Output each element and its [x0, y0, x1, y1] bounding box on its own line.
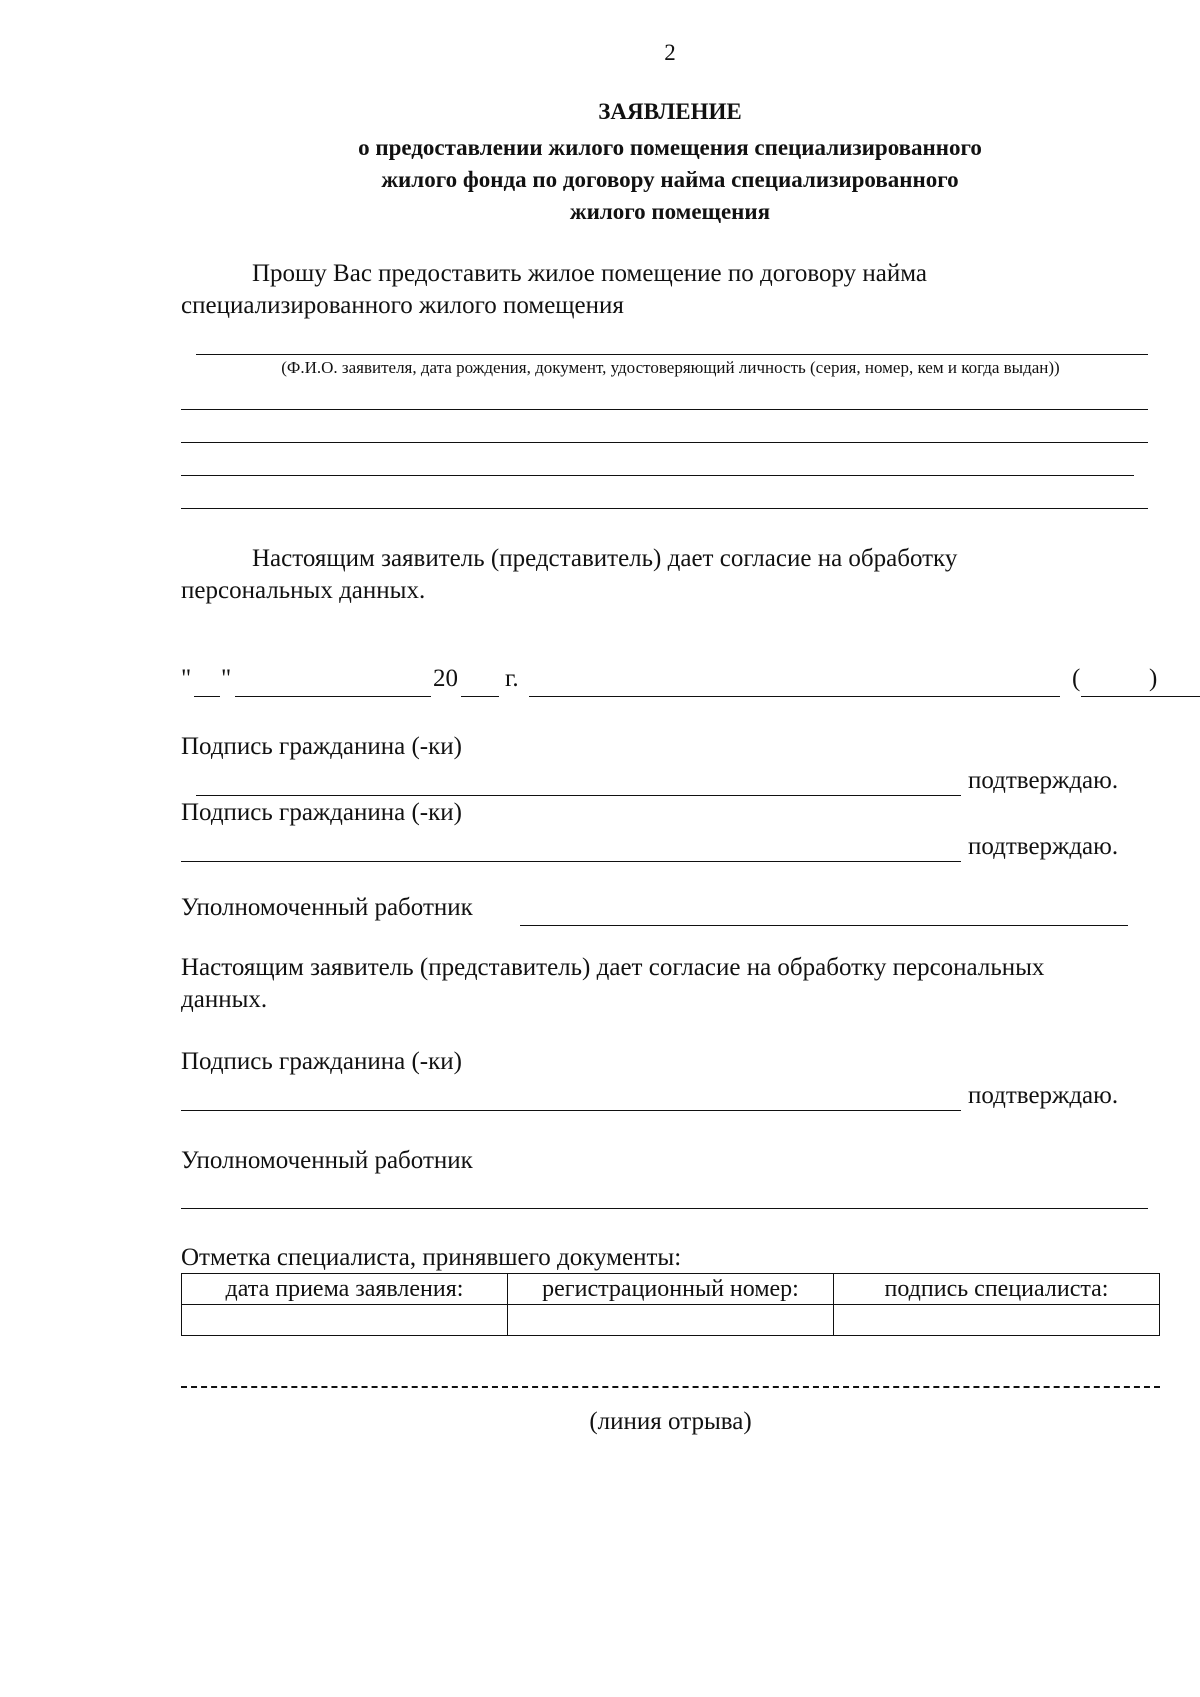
citizen-signature-label-2: Подпись гражданина (-ки) — [181, 799, 462, 826]
consent-paragraph-2 — [181, 952, 1160, 1016]
form-subtitle-line2: жилого фонда по договору найма специализированного — [381, 167, 959, 192]
form-subtitle-line1: о предоставлении жилого помещения специализированного — [358, 135, 982, 160]
form-subtitle-line3: жилого помещения — [569, 199, 771, 224]
request-line1: Прошу Вас предоставить жилое помещение по договору найма — [252, 260, 928, 287]
applicant-info-line-4[interactable] — [181, 475, 1134, 476]
registration-table — [181, 1273, 1160, 1336]
specialist-mark-label: Отметка специалиста, принявшего документы: — [181, 1244, 682, 1271]
col-registration-number: регистрационный номер: — [508, 1274, 834, 1305]
year-field[interactable] — [461, 696, 499, 697]
page-number: 2 — [664, 40, 676, 65]
citizen-signature-line-1[interactable] — [196, 795, 961, 796]
cell-receipt-date[interactable] — [182, 1305, 508, 1336]
consent1-line2: персональных данных. — [181, 577, 426, 604]
col-specialist-signature: подпись специалиста: — [834, 1274, 1160, 1305]
request-line2: специализированного жилого помещения — [181, 292, 624, 319]
applicant-info-line-2[interactable] — [181, 409, 1148, 410]
consent2-line1: Настоящим заявитель (представитель) дает согласие на обработку персональных — [181, 954, 1045, 981]
date-signature-row — [181, 665, 1160, 701]
form-subtitle — [180, 132, 1160, 228]
consent-paragraph-1 — [181, 543, 1160, 607]
authorized-worker-line-2[interactable] — [181, 1208, 1148, 1209]
confirm-text-3: подтверждаю. — [968, 1082, 1119, 1109]
year-prefix: 20 — [433, 665, 458, 692]
year-suffix: г. — [505, 665, 519, 692]
registration-table-row — [182, 1305, 1160, 1336]
citizen-signature-label-1: Подпись гражданина (-ки) — [181, 733, 462, 760]
form-title: ЗАЯВЛЕНИЕ — [598, 99, 742, 124]
paren-close: ) — [1149, 665, 1158, 692]
name-decoding-field[interactable] — [1081, 696, 1200, 697]
signature-field[interactable] — [529, 696, 1060, 697]
applicant-info-line-3[interactable] — [181, 442, 1148, 443]
paren-open: ( — [1072, 665, 1081, 692]
authorized-worker-label-2: Уполномоченный работник — [181, 1147, 473, 1174]
day-field[interactable] — [194, 696, 220, 697]
month-field[interactable] — [235, 696, 431, 697]
citizen-signature-line-3[interactable] — [181, 1110, 961, 1111]
consent1-line1: Настоящим заявитель (представитель) дает согласие на обработку — [252, 545, 958, 572]
applicant-info-line-5[interactable] — [181, 508, 1148, 509]
consent2-line2: данных. — [181, 986, 268, 1013]
date-open-quote: " — [181, 665, 192, 692]
authorized-worker-label-1: Уполномоченный работник — [181, 894, 473, 921]
col-receipt-date: дата приема заявления: — [182, 1274, 508, 1305]
tear-line — [181, 1386, 1160, 1388]
cell-specialist-signature[interactable] — [834, 1305, 1160, 1336]
applicant-info-line[interactable] — [196, 354, 1148, 355]
registration-table-header — [182, 1274, 1160, 1305]
tear-line-label: (линия отрыва) — [589, 1408, 752, 1435]
request-paragraph — [181, 258, 1160, 322]
confirm-text-2: подтверждаю. — [968, 833, 1119, 860]
citizen-signature-line-2[interactable] — [181, 861, 961, 862]
citizen-signature-label-3: Подпись гражданина (-ки) — [181, 1048, 462, 1075]
date-close-quote: " — [221, 665, 232, 692]
authorized-worker-line-1[interactable] — [520, 925, 1128, 926]
cell-registration-number[interactable] — [508, 1305, 834, 1336]
applicant-info-hint: (Ф.И.О. заявителя, дата рождения, документ, удостоверяющий личность (серия, номер, кем и когда выдан)) — [281, 358, 1060, 377]
confirm-text-1: подтверждаю. — [968, 767, 1119, 794]
